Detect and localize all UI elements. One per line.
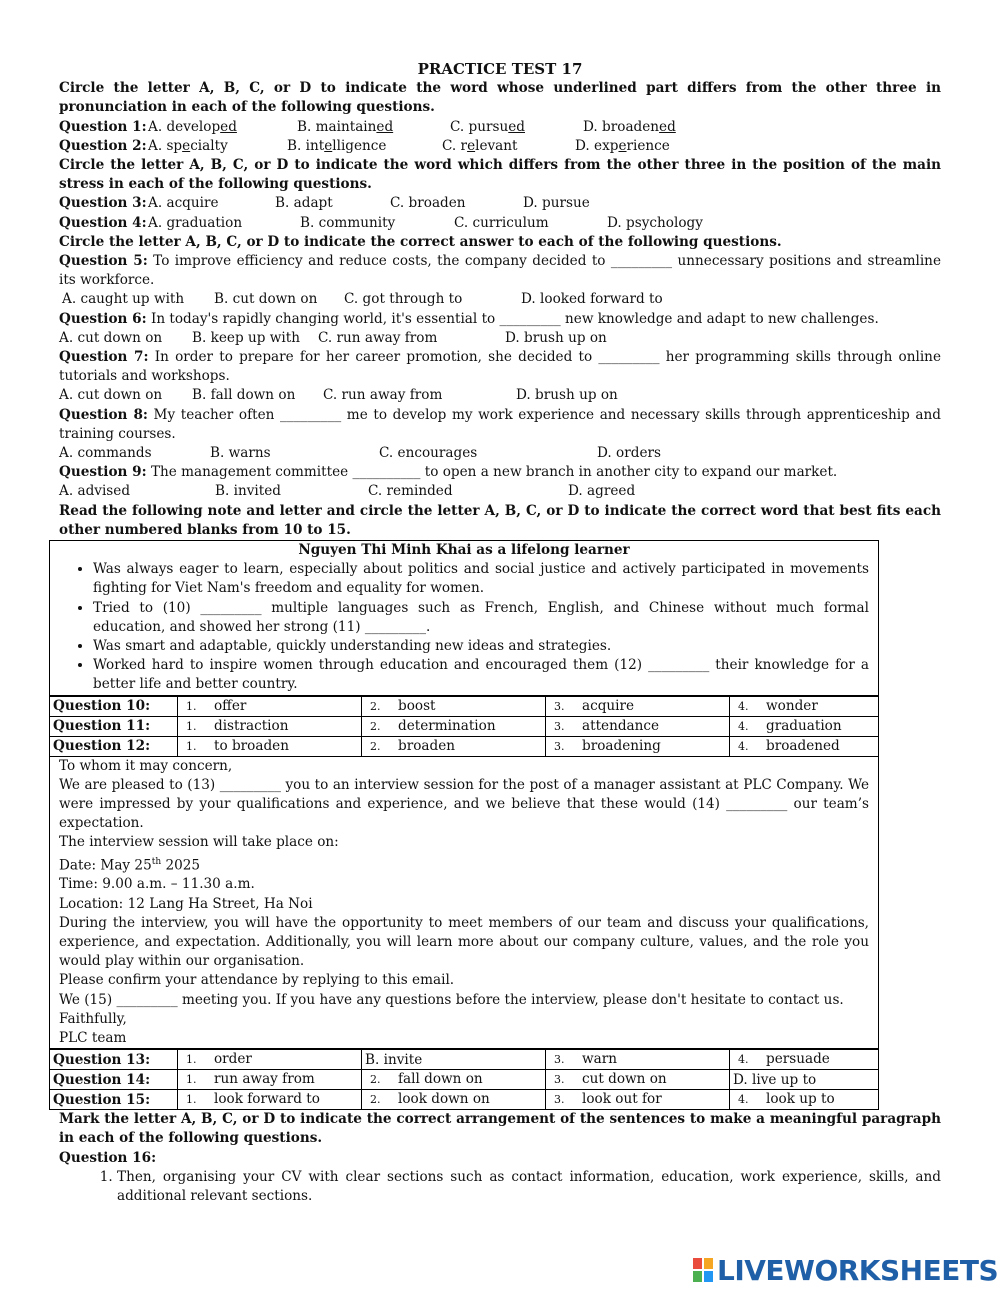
option-2[interactable]: 2. boost (362, 696, 546, 716)
logo-icon (693, 1258, 713, 1282)
question-label: Question 12: (50, 736, 178, 756)
option-2[interactable]: 2. determination (362, 716, 546, 736)
instruction-correct-answer: Circle the letter A, B, C, or D to indicate the correct answer to each of the following questions. (59, 233, 782, 250)
table-row (50, 1070, 879, 1090)
option-b[interactable]: B. warns (210, 444, 271, 461)
question-text: In today's rapidly changing world, it's essential to _________ new knowledge and adapt to new challenges. (146, 310, 879, 327)
question-label: Question 9: (59, 464, 147, 481)
letter-date: Date: May 25th 2025 (59, 856, 201, 874)
question-label: Question 11: (50, 716, 178, 736)
letter-location: Location: 12 Lang Ha Street, Ha Noi (59, 895, 313, 912)
letter-paragraph: During the interview, you will have the opportunity to meet members of our team and discuss your qualifications, experience, and expectation. Additionally, you will learn more about our company culture, values, and the role you would play within our organisation. (59, 914, 869, 970)
letter-paragraph: We are pleased to (13) _________ you to an interview session for the post of a manager assistant at PLC Company. We were impressed by your qualifications and experience, and we believe that these would (14) _________ our team’s expectation. (59, 776, 869, 832)
option-b[interactable]: B. fall down on (192, 387, 296, 404)
question-label: Question 5: (59, 252, 148, 269)
option-a[interactable]: A. graduation (148, 214, 243, 231)
letter-paragraph: We (15) _________ meeting you. If you have any questions before the interview, please don't hesitate to contact us. (59, 991, 844, 1008)
table-row (50, 1050, 879, 1070)
option-2[interactable]: B. invite (362, 1050, 546, 1070)
question-text: My teacher often _________ me to develop my work experience and necessary skills through apprenticeship and training courses. (59, 406, 941, 442)
question-7 (59, 348, 941, 386)
option-c[interactable]: C. broaden (390, 195, 466, 212)
option-b[interactable]: B. adapt (275, 195, 333, 212)
instruction-reading: Read the following note and letter and circle the letter A, B, C, or D to indicate the correct word that best fits each other numbered blanks from 10 to 15. (59, 502, 941, 538)
letter-paragraph: Please confirm your attendance by replying to this email. (59, 972, 455, 989)
logo-text: LIVEWORKSHEETS (717, 1253, 999, 1287)
option-c[interactable]: C. reminded (368, 483, 453, 500)
note-bullets (59, 560, 869, 694)
option-c[interactable]: C. run away from (318, 329, 438, 346)
question-9 (59, 463, 941, 482)
question-label: Question 7: (59, 348, 149, 365)
option-1[interactable]: 1. order (178, 1050, 362, 1070)
option-c[interactable]: C. relevant (442, 137, 518, 154)
letter-box (49, 757, 879, 1050)
option-d[interactable]: D. broadened (583, 118, 676, 135)
question-8 (59, 406, 941, 444)
option-1[interactable]: 1. look forward to (178, 1090, 362, 1110)
option-c[interactable]: C. pursued (450, 118, 525, 135)
option-d[interactable]: D. experience (575, 137, 670, 154)
question-text: In order to prepare for her career promotion, she decided to _________ her programming skills through online tutorials and workshops. (59, 348, 941, 385)
option-1[interactable]: 1. run away from (178, 1070, 362, 1090)
option-1[interactable]: 1. distraction (178, 716, 362, 736)
option-3[interactable]: 3. attendance (546, 716, 730, 736)
note-bullet: • Was smart and adaptable, quickly understanding new ideas and strategies. (93, 637, 869, 656)
option-c[interactable]: C. curriculum (454, 214, 549, 231)
option-b[interactable]: B. keep up with (192, 329, 300, 346)
question-16 (59, 1149, 941, 1168)
letter-time: Time: 9.00 a.m. – 11.30 a.m. (59, 876, 255, 893)
option-b[interactable]: B. invited (215, 483, 281, 500)
option-d[interactable]: D. pursue (523, 195, 590, 212)
option-1[interactable]: 1. offer (178, 696, 362, 716)
option-4[interactable]: 4. wonder (730, 696, 879, 716)
instruction-pronunciation: Circle the letter A, B, C, or D to indicate the word whose underlined part differs from the other three in pronunciation in each of the following questions. (59, 80, 941, 116)
note-title: Nguyen Thi Minh Khai as a lifelong learner (298, 541, 630, 558)
instruction-arrangement: Mark the letter A, B, C, or D to indicate the correct arrangement of the sentences to make a meaningful paragraph in each of the following questions. (59, 1111, 941, 1147)
option-d[interactable]: D. agreed (568, 483, 636, 500)
letter-signature: PLC team (59, 1029, 127, 1046)
option-1[interactable]: 1. to broaden (178, 736, 362, 756)
option-a[interactable]: A. caught up with (62, 291, 185, 308)
option-b[interactable]: B. cut down on (214, 291, 318, 308)
option-3[interactable]: 3. cut down on (546, 1070, 730, 1090)
sentence-item: 1. Then, organising your CV with clear sections such as contact information, education, work experience, skills, and additional relevant sections. (117, 1168, 941, 1206)
answer-table-13-15 (49, 1049, 879, 1110)
option-a[interactable]: A. specialty (148, 137, 228, 154)
question-label: Question 14: (50, 1070, 178, 1090)
option-a[interactable]: A. commands (59, 444, 152, 461)
sentence-list (59, 1168, 941, 1206)
question-label: Question 6: (59, 310, 147, 327)
note-box (49, 540, 879, 696)
question-label: Question 1: (59, 118, 147, 135)
option-3[interactable]: 3. warn (546, 1050, 730, 1070)
question-label: Question 2: (59, 137, 147, 154)
question-label: Question 15: (50, 1090, 178, 1110)
option-3[interactable]: 3. look out for (546, 1090, 730, 1110)
option-a[interactable]: A. cut down on (59, 329, 163, 346)
option-a[interactable]: A. cut down on (59, 387, 163, 404)
option-c[interactable]: C. got through to (344, 291, 463, 308)
option-2[interactable]: 2. look down on (362, 1090, 546, 1110)
table-row (50, 716, 879, 736)
option-a[interactable]: A. developed (148, 118, 237, 135)
letter-greeting: To whom it may concern, (59, 757, 233, 774)
question-label: Question 3: (59, 195, 147, 212)
liveworksheets-logo (693, 1255, 998, 1285)
question-label: Question 13: (50, 1050, 178, 1070)
note-bullet: • Worked hard to inspire women through education and encouraged them (12) _________ their knowledge for a better life and better country. (93, 656, 869, 694)
letter-closing: Faithfully, (59, 1010, 127, 1027)
note-bullet: • Was always eager to learn, especially about politics and social justice and actively participated in movements fighting for Viet Nam's freedom and equality for women. (93, 560, 869, 598)
question-4 (59, 214, 941, 233)
option-4[interactable]: 4. graduation (730, 716, 879, 736)
worksheet (53, 60, 941, 1206)
question-label: Question 10: (50, 696, 178, 716)
table-row (50, 1090, 879, 1110)
option-c[interactable]: C. encourages (379, 444, 478, 461)
option-2[interactable]: 2. fall down on (362, 1070, 546, 1090)
question-5 (59, 252, 941, 290)
question-label: Question 8: (59, 406, 148, 423)
question-label: Question 16: (59, 1149, 157, 1166)
option-b[interactable]: B. maintained (297, 118, 394, 135)
answer-table-10-12 (49, 696, 879, 757)
question-3 (59, 194, 941, 213)
option-d[interactable]: D. looked forward to (521, 291, 663, 308)
page-title: PRACTICE TEST 17 (417, 60, 583, 78)
note-bullet: • Tried to (10) _________ multiple languages such as French, English, and Chinese without much formal education, and showed her strong (11) _________. (93, 599, 869, 637)
question-6 (59, 310, 941, 329)
table-row (50, 736, 879, 756)
option-3[interactable]: 3. acquire (546, 696, 730, 716)
question-label: Question 4: (59, 214, 147, 231)
option-2[interactable]: 2. broaden (362, 736, 546, 756)
option-4[interactable]: 4. broadened (730, 736, 879, 756)
option-b[interactable]: B. intelligence (287, 137, 387, 154)
option-4[interactable]: 4. look up to (730, 1090, 879, 1110)
option-d[interactable]: D. brush up on (505, 329, 607, 346)
question-1 (59, 118, 941, 137)
option-4[interactable]: D. live up to (730, 1070, 879, 1090)
question-text: The management committee __________ to open a new branch in another city to expand our market. (146, 464, 838, 481)
option-b[interactable]: B. community (300, 214, 396, 231)
instruction-stress: Circle the letter A, B, C, or D to indicate the word which differs from the other three in the position of the main stress in each of the following questions. (59, 156, 941, 193)
option-a[interactable]: A. advised (59, 483, 131, 500)
option-d[interactable]: D. orders (597, 444, 661, 461)
option-3[interactable]: 3. broadening (546, 736, 730, 756)
option-c[interactable]: C. run away from (323, 387, 443, 404)
table-row (50, 696, 879, 716)
option-4[interactable]: 4. persuade (730, 1050, 879, 1070)
question-text: To improve efficiency and reduce costs, the company decided to _________ unnecessary positions and streamline its workforce. (59, 252, 941, 289)
question-2 (59, 137, 941, 156)
letter-paragraph: The interview session will take place on: (59, 834, 339, 851)
option-d[interactable]: D. psychology (607, 214, 703, 231)
option-a[interactable]: A. acquire (148, 195, 219, 212)
option-d[interactable]: D. brush up on (516, 387, 618, 404)
